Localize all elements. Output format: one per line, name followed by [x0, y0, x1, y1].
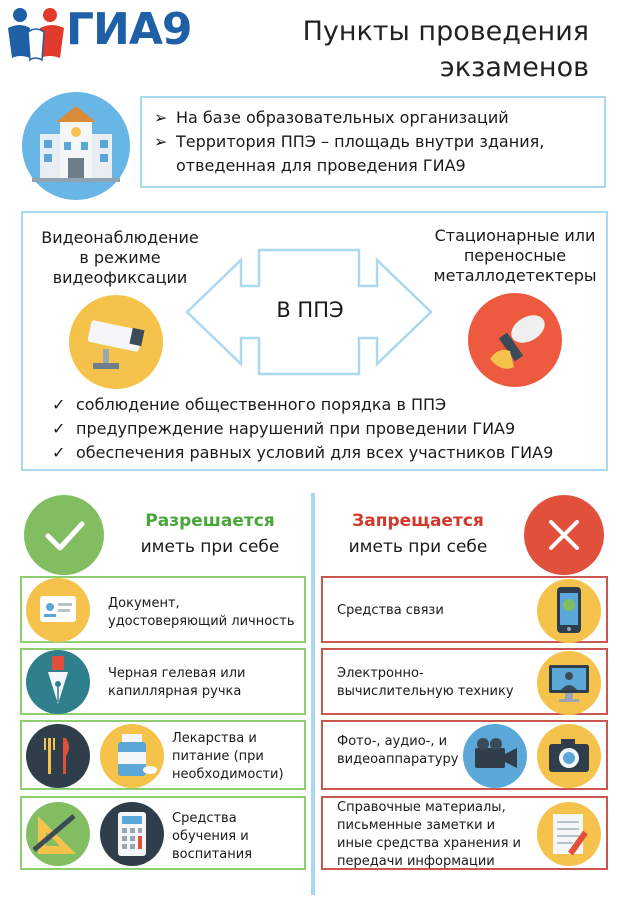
- people-logo-icon: [6, 6, 70, 64]
- medicine-bottle-icon: [100, 724, 164, 788]
- ppe-center-label: В ППЭ: [276, 298, 344, 322]
- info-line-1: ➢ На базе образовательных организаций: [154, 108, 509, 127]
- title-line-2: экзаменов: [439, 52, 589, 83]
- notepad-pencil-icon: [537, 802, 601, 866]
- allowed-item-study-tools: Средства обучения и воспитания: [20, 796, 306, 870]
- metal-detector-label: Стационарные или переносные металлодетектеры: [433, 226, 597, 285]
- allowed-check-icon: [24, 495, 104, 575]
- column-divider: [311, 493, 315, 895]
- ruler-triangle-icon: [26, 802, 90, 866]
- info-line-2: ➢ Территория ППЭ – площадь внутри здания,: [154, 132, 545, 151]
- check-item-2: ✓ предупреждение нарушений при проведении ГИА9: [52, 417, 515, 441]
- prohibited-cross-icon: [524, 495, 604, 575]
- arrow-bullet-icon: ➢: [154, 108, 168, 127]
- logo-text: ГИА9: [66, 4, 192, 55]
- prohibited-item-communication: Средства связи: [321, 576, 608, 643]
- check-item-1: ✓ соблюдение общественного порядка в ППЭ: [52, 393, 446, 417]
- computer-monitor-icon: [537, 651, 601, 715]
- allowed-heading: Разрешается иметь при себе: [140, 511, 280, 557]
- id-card-icon: [26, 578, 90, 642]
- allowed-item-document: Документ, удостоверяющий личность: [20, 576, 306, 643]
- prohibited-item-reference-materials: Справочные материалы, письменные заметки и иные средства хранения и передачи информации: [321, 796, 608, 870]
- school-building-icon: [22, 92, 130, 200]
- prohibited-item-photo-audio-video: Фото-, аудио-, и видеоаппаратуру: [321, 720, 608, 790]
- allowed-item-medicine: Лекарства и питание (при необходимости): [20, 720, 306, 790]
- smartphone-icon: [537, 579, 601, 643]
- page-title: [229, 14, 589, 86]
- video-surveillance-label: Видеонаблюдение в режиме видеофиксации: [41, 228, 199, 287]
- checkmark-icon: ✓: [52, 443, 66, 462]
- title-line-1: Пункты проведения: [302, 16, 589, 47]
- fork-knife-icon: [26, 724, 90, 788]
- video-camera-icon: [463, 724, 527, 788]
- ppe-info-box: [140, 96, 606, 188]
- info-line-3: отведенная для проведения ГИА9: [176, 156, 466, 175]
- photo-camera-icon: [537, 724, 601, 788]
- prohibited-item-electronics: Электронно- вычислительную технику: [321, 648, 608, 715]
- check-item-3: ✓ обеспечения равных условий для всех участников ГИА9: [52, 441, 553, 465]
- allowed-item-pen: Черная гелевая или капиллярная ручка: [20, 648, 306, 715]
- pen-nib-icon: [26, 650, 90, 714]
- calculator-icon: [100, 802, 164, 866]
- security-camera-icon: [69, 295, 163, 389]
- prohibited-heading: Запрещается иметь при себе: [348, 511, 488, 557]
- checkmark-icon: ✓: [52, 419, 66, 438]
- metal-detector-icon: [468, 293, 562, 387]
- checkmark-icon: ✓: [52, 395, 66, 414]
- arrow-bullet-icon: ➢: [154, 132, 168, 151]
